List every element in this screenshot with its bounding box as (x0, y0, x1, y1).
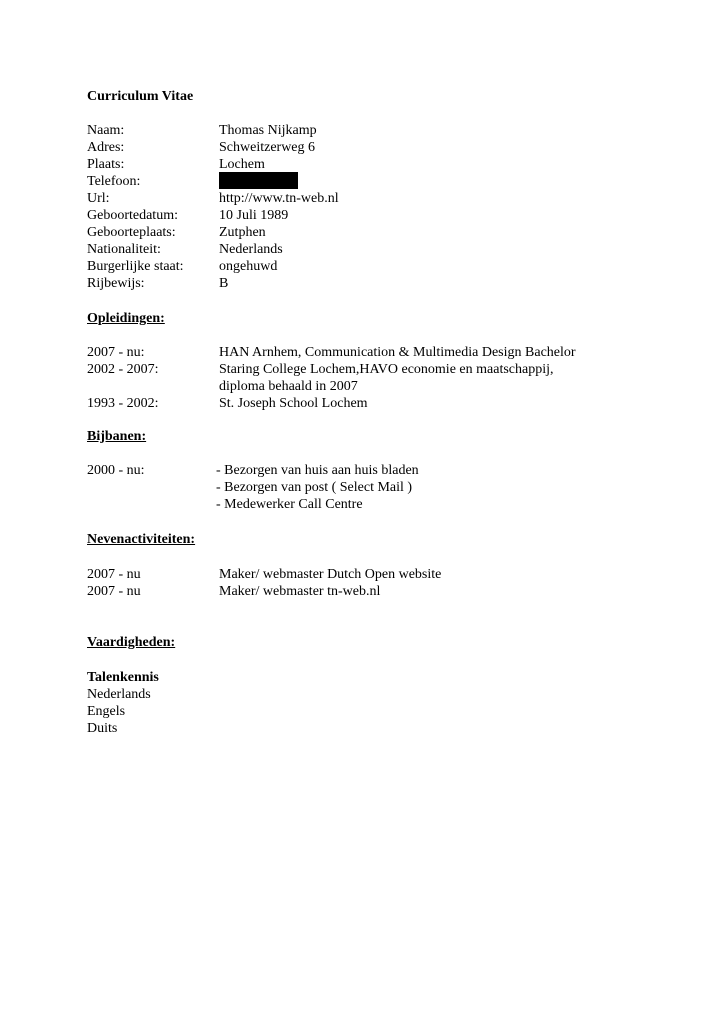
label-rijbewijs: Rijbewijs: (87, 276, 145, 291)
label-adres: Adres: (87, 140, 125, 155)
value-rijbewijs: B (219, 276, 229, 291)
label-naam: Naam: (87, 123, 125, 138)
nevenactiviteit-period: 2007 - nu (87, 584, 141, 599)
bijbaan-item: - Medewerker Call Centre (216, 497, 363, 512)
nevenactiviteit-period: 2007 - nu (87, 567, 141, 582)
value-burgerlijke-staat: ongehuwd (219, 259, 278, 274)
label-burgerlijke-staat: Burgerlijke staat: (87, 259, 184, 274)
heading-bijbanen: Bijbanen: (87, 429, 147, 444)
redacted-phone-block (219, 172, 298, 189)
bijbaan-item: - Bezorgen van post ( Select Mail ) (216, 480, 413, 495)
label-nationaliteit: Nationaliteit: (87, 242, 161, 257)
opleiding-text: diploma behaald in 2007 (219, 379, 358, 394)
label-url: Url: (87, 191, 110, 206)
bijbaan-period: 2000 - nu: (87, 463, 145, 478)
heading-nevenactiviteiten: Nevenactiviteiten: (87, 532, 196, 547)
opleiding-text: HAN Arnhem, Communication & Multimedia Design Bachelor (219, 345, 576, 360)
document-title: Curriculum Vitae (87, 89, 194, 104)
language-item: Engels (87, 704, 126, 719)
language-item: Nederlands (87, 687, 151, 702)
value-adres: Schweitzerweg 6 (219, 140, 316, 155)
value-geboorteplaats: Zutphen (219, 225, 266, 240)
opleiding-period: 2007 - nu: (87, 345, 145, 360)
value-naam: Thomas Nijkamp (219, 123, 317, 138)
subheading-talenkennis: Talenkennis (87, 670, 159, 685)
opleiding-period: 2002 - 2007: (87, 362, 159, 377)
value-url: http://www.tn-web.nl (219, 191, 339, 206)
value-nationaliteit: Nederlands (219, 242, 283, 257)
nevenactiviteit-text: Maker/ webmaster Dutch Open website (219, 567, 442, 582)
label-geboortedatum: Geboortedatum: (87, 208, 178, 223)
bijbaan-item: - Bezorgen van huis aan huis bladen (216, 463, 419, 478)
nevenactiviteit-text: Maker/ webmaster tn-web.nl (219, 584, 381, 599)
value-geboortedatum: 10 Juli 1989 (219, 208, 289, 223)
value-plaats: Lochem (219, 157, 265, 172)
opleiding-text: Staring College Lochem,HAVO economie en maatschappij, (219, 362, 554, 377)
heading-opleidingen: Opleidingen: (87, 311, 165, 326)
opleiding-text: St. Joseph School Lochem (219, 396, 368, 411)
language-item: Duits (87, 721, 118, 736)
heading-vaardigheden: Vaardigheden: (87, 635, 176, 650)
label-geboorteplaats: Geboorteplaats: (87, 225, 176, 240)
label-plaats: Plaats: (87, 157, 125, 172)
label-telefoon: Telefoon: (87, 174, 141, 189)
opleiding-period: 1993 - 2002: (87, 396, 159, 411)
